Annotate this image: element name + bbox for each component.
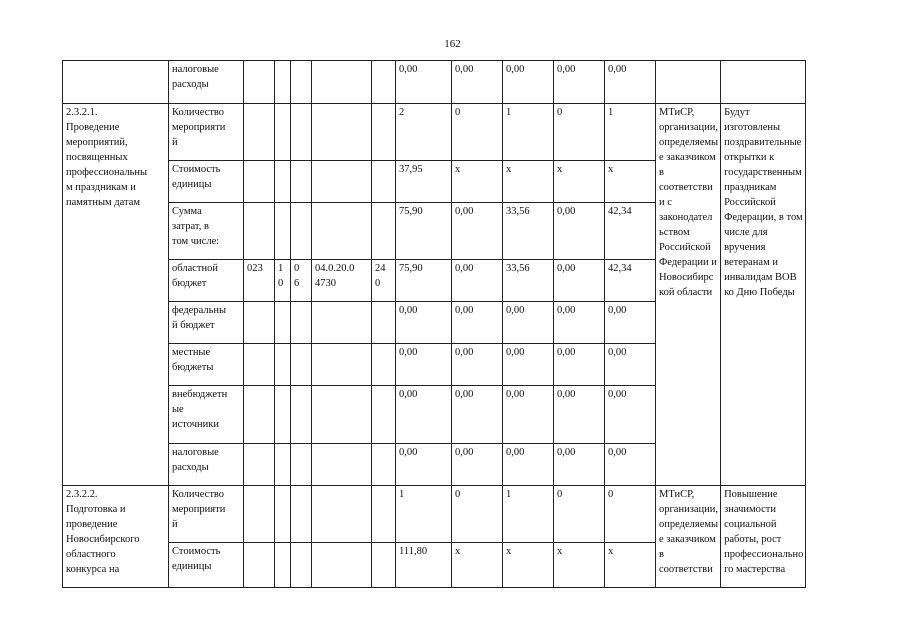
value-cell: 0 — [554, 104, 605, 161]
pr-cell — [291, 104, 312, 161]
indicator-cell-line: бюджет — [172, 278, 207, 289]
value-cell: 75,90 — [396, 203, 452, 260]
value-cell: x — [452, 161, 503, 203]
grbs-cell — [244, 161, 275, 203]
indicator-cell — [169, 260, 244, 302]
activity-cell-line: посвященных — [66, 152, 128, 163]
value-cell: 0,00 — [452, 302, 503, 344]
result-cell-line: Повышение — [724, 489, 778, 500]
executor-cell-line: МТиСР, — [659, 489, 695, 500]
value-cell: x — [605, 543, 656, 588]
vr-cell — [372, 161, 396, 203]
csr-cell — [312, 486, 372, 543]
indicator-cell — [169, 486, 244, 543]
result-cell-line: профессионально — [724, 549, 804, 560]
executor-cell-line: е заказчиком — [659, 534, 716, 545]
program-table — [62, 60, 903, 588]
csr-cell-line: 4730 — [315, 278, 336, 289]
indicator-cell-line: том числе: — [172, 236, 220, 247]
rz-cell — [275, 302, 291, 344]
value-cell: 0,00 — [396, 61, 452, 104]
indicator-cell — [169, 543, 244, 588]
indicator-cell-line: областной — [172, 263, 218, 274]
table-row — [63, 486, 903, 543]
value-cell: 42,34 — [605, 203, 656, 260]
indicator-cell-line: затрат, в — [172, 221, 209, 232]
value-cell: 0,00 — [396, 344, 452, 386]
rz-cell-line: 1 — [278, 263, 284, 274]
value-cell: 0,00 — [503, 302, 554, 344]
executor-cell-line: организации, — [659, 122, 718, 133]
activity-cell-line: конкурса на — [66, 564, 120, 575]
value-cell: 0,00 — [452, 203, 503, 260]
result-cell — [721, 61, 806, 104]
executor-cell-line: и с — [659, 197, 672, 208]
indicator-cell — [169, 161, 244, 203]
pr-cell — [291, 386, 312, 444]
value-cell: 1 — [605, 104, 656, 161]
pr-cell-line: 6 — [294, 278, 300, 289]
value-cell: 0,00 — [554, 386, 605, 444]
pr-cell — [291, 543, 312, 588]
value-cell: x — [503, 543, 554, 588]
pr-cell-line: 0 — [294, 263, 300, 274]
activity-cell-line: м праздникам и — [66, 182, 136, 193]
value-cell: 0,00 — [452, 61, 503, 104]
rz-cell — [275, 260, 291, 302]
executor-cell-line: Новосибирс — [659, 272, 714, 283]
indicator-cell-line: Стоимость — [172, 546, 221, 557]
indicator-cell-line: ые — [172, 404, 184, 415]
executor-cell-line: определяемы — [659, 137, 719, 148]
rz-cell — [275, 161, 291, 203]
indicator-cell — [169, 386, 244, 444]
result-cell-line: поздравительные — [724, 137, 802, 148]
rz-cell — [275, 444, 291, 486]
executor-cell-line: соответстви — [659, 182, 713, 193]
value-cell: 0,00 — [396, 302, 452, 344]
result-cell-line: го мастерства — [724, 564, 786, 575]
result-cell-line: ко Дню Победы — [724, 287, 795, 298]
value-cell: 0,00 — [554, 260, 605, 302]
pr-cell — [291, 260, 312, 302]
grbs-cell — [244, 104, 275, 161]
result-cell-line: государственным — [724, 167, 802, 178]
csr-cell — [312, 386, 372, 444]
indicator-cell-line: местные — [172, 347, 211, 358]
table-row — [63, 61, 903, 104]
executor-cell-line: е заказчиком — [659, 152, 716, 163]
indicator-cell — [169, 61, 244, 104]
table-row — [63, 104, 903, 161]
value-cell: 1 — [503, 486, 554, 543]
indicator-cell — [169, 104, 244, 161]
value-cell: 0,00 — [396, 386, 452, 444]
result-cell-line: Российской — [724, 197, 776, 208]
pr-cell — [291, 344, 312, 386]
vr-cell — [372, 260, 396, 302]
result-cell-line: изготовлены — [724, 122, 781, 133]
value-cell: 2 — [396, 104, 452, 161]
vr-cell — [372, 302, 396, 344]
grbs-cell — [244, 344, 275, 386]
activity-cell-line: 2.3.2.1. — [66, 107, 98, 118]
activity-cell — [63, 486, 169, 588]
grbs-cell — [244, 61, 275, 104]
value-cell: 1 — [396, 486, 452, 543]
pr-cell — [291, 161, 312, 203]
activity-cell-line: Подготовка и — [66, 504, 126, 515]
activity-cell-line: профессиональны — [66, 167, 148, 178]
vr-cell — [372, 61, 396, 104]
rz-cell-line: 0 — [278, 278, 284, 289]
vr-cell — [372, 486, 396, 543]
value-cell: x — [554, 161, 605, 203]
value-cell: 37,95 — [396, 161, 452, 203]
result-cell-line: Федерации, в том — [724, 212, 803, 223]
executor-cell-line: в — [659, 549, 664, 560]
value-cell: 0,00 — [452, 260, 503, 302]
rz-cell — [275, 203, 291, 260]
indicator-cell-line: мероприяти — [172, 122, 226, 133]
value-cell: x — [503, 161, 554, 203]
value-cell: 33,56 — [503, 203, 554, 260]
csr-cell — [312, 161, 372, 203]
activity-cell-line: мероприятий, — [66, 137, 128, 148]
vr-cell — [372, 104, 396, 161]
value-cell: 0,00 — [605, 302, 656, 344]
vr-cell-line: 24 — [375, 263, 386, 274]
rz-cell — [275, 344, 291, 386]
indicator-cell-line: Стоимость — [172, 164, 221, 175]
activity-cell-line: Новосибирского — [66, 534, 140, 545]
value-cell: 0,00 — [452, 344, 503, 386]
value-cell: 0,00 — [396, 444, 452, 486]
indicator-cell-line: Количество — [172, 107, 225, 118]
executor-cell-line: законодател — [659, 212, 713, 223]
csr-cell — [312, 302, 372, 344]
value-cell: 0,00 — [554, 203, 605, 260]
indicator-cell-line: внебюджетн — [172, 389, 228, 400]
value-cell: 0,00 — [605, 444, 656, 486]
vr-cell — [372, 344, 396, 386]
pr-cell — [291, 486, 312, 543]
executor-cell-line: определяемы — [659, 519, 719, 530]
result-cell-line: Будут — [724, 107, 750, 118]
executor-cell — [656, 486, 721, 588]
result-cell-line: работы, рост — [724, 534, 782, 545]
result-cell-line: социальной — [724, 519, 777, 530]
indicator-cell — [169, 302, 244, 344]
value-cell: 0,00 — [503, 61, 554, 104]
value-cell: 0 — [605, 486, 656, 543]
activity-cell-line: памятным датам — [66, 197, 141, 208]
value-cell: 1 — [503, 104, 554, 161]
executor-cell-line: МТиСР, — [659, 107, 695, 118]
result-cell-line: ветеранам и — [724, 257, 778, 268]
csr-cell — [312, 543, 372, 588]
csr-cell — [312, 260, 372, 302]
executor-cell-line: Федерации и — [659, 257, 717, 268]
indicator-cell-line: расходы — [172, 79, 209, 90]
grbs-cell — [244, 444, 275, 486]
csr-cell — [312, 444, 372, 486]
grbs-cell — [244, 203, 275, 260]
rz-cell — [275, 104, 291, 161]
value-cell: 0,00 — [554, 444, 605, 486]
csr-cell — [312, 104, 372, 161]
indicator-cell-line: бюджеты — [172, 362, 214, 373]
activity-cell-line: областного — [66, 549, 116, 560]
value-cell: x — [452, 543, 503, 588]
activity-cell — [63, 104, 169, 486]
value-cell: 0,00 — [605, 344, 656, 386]
rz-cell — [275, 386, 291, 444]
csr-cell — [312, 344, 372, 386]
result-cell-line: открытки к — [724, 152, 775, 163]
activity-cell-line: 2.3.2.2. — [66, 489, 98, 500]
indicator-cell-line: расходы — [172, 462, 209, 473]
vr-cell — [372, 444, 396, 486]
value-cell: 0,00 — [452, 386, 503, 444]
indicator-cell-line: источники — [172, 419, 219, 430]
indicator-cell — [169, 444, 244, 486]
result-cell — [721, 104, 806, 486]
grbs-cell: 023 — [244, 260, 275, 302]
pr-cell — [291, 61, 312, 104]
indicator-cell-line: й — [172, 519, 178, 530]
value-cell: 111,80 — [396, 543, 452, 588]
page-number: 162 — [444, 38, 461, 50]
value-cell: x — [554, 543, 605, 588]
result-cell-line: числе для — [724, 227, 768, 238]
pr-cell — [291, 444, 312, 486]
value-cell: 0 — [554, 486, 605, 543]
vr-cell-line: 0 — [375, 278, 381, 289]
executor-cell-line: организации, — [659, 504, 718, 515]
result-cell-line: вручения — [724, 242, 766, 253]
value-cell: x — [605, 161, 656, 203]
result-cell — [721, 486, 806, 588]
grbs-cell — [244, 386, 275, 444]
executor-cell-line: соответстви — [659, 564, 713, 575]
pr-cell — [291, 302, 312, 344]
activity-cell-line: проведение — [66, 519, 118, 530]
csr-cell-line: 04.0.20.0 — [315, 263, 355, 274]
indicator-cell-line: налоговые — [172, 64, 219, 75]
value-cell: 0,00 — [605, 61, 656, 104]
value-cell: 0,00 — [503, 444, 554, 486]
value-cell: 0 — [452, 486, 503, 543]
grbs-cell — [244, 486, 275, 543]
value-cell: 75,90 — [396, 260, 452, 302]
indicator-cell-line: й — [172, 137, 178, 148]
result-cell-line: праздникам — [724, 182, 777, 193]
rz-cell — [275, 61, 291, 104]
indicator-cell-line: налоговые — [172, 447, 219, 458]
activity-cell — [63, 61, 169, 104]
value-cell: 33,56 — [503, 260, 554, 302]
value-cell: 0,00 — [554, 302, 605, 344]
executor-cell-line: кой области — [659, 287, 713, 298]
indicator-cell-line: единицы — [172, 561, 212, 572]
pr-cell — [291, 203, 312, 260]
value-cell: 0,00 — [605, 386, 656, 444]
indicator-cell — [169, 344, 244, 386]
csr-cell — [312, 203, 372, 260]
vr-cell — [372, 203, 396, 260]
rz-cell — [275, 486, 291, 543]
value-cell: 42,34 — [605, 260, 656, 302]
executor-cell-line: ьством — [659, 227, 690, 238]
rz-cell — [275, 543, 291, 588]
vr-cell — [372, 543, 396, 588]
indicator-cell-line: мероприяти — [172, 504, 226, 515]
indicator-cell-line: Количество — [172, 489, 225, 500]
value-cell: 0,00 — [554, 344, 605, 386]
executor-cell — [656, 104, 721, 486]
value-cell: 0,00 — [503, 386, 554, 444]
csr-cell — [312, 61, 372, 104]
indicator-cell-line: единицы — [172, 179, 212, 190]
value-cell: 0,00 — [554, 61, 605, 104]
activity-cell-line: Проведение — [66, 122, 120, 133]
indicator-cell-line: Сумма — [172, 206, 202, 217]
result-cell-line: значимости — [724, 504, 777, 515]
executor-cell-line: Российской — [659, 242, 711, 253]
indicator-cell — [169, 203, 244, 260]
indicator-cell-line: федеральны — [172, 305, 227, 316]
value-cell: 0,00 — [452, 444, 503, 486]
value-cell: 0 — [452, 104, 503, 161]
indicator-cell-line: й бюджет — [172, 320, 215, 331]
grbs-cell — [244, 302, 275, 344]
value-cell: 0,00 — [503, 344, 554, 386]
executor-cell-line: в — [659, 167, 664, 178]
vr-cell — [372, 386, 396, 444]
result-cell-line: инвалидам ВОВ — [724, 272, 797, 283]
grbs-cell — [244, 543, 275, 588]
executor-cell — [656, 61, 721, 104]
